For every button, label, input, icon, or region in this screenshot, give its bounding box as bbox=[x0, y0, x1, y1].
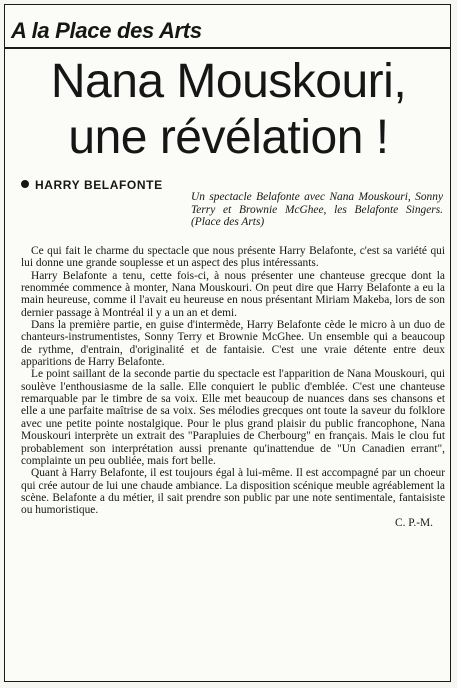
paragraph: Le point saillant de la seconde partie du spectacle est l'apparition de Nana Mouskouri, qui soulève l'enthousiasme de la salle. Elle conquiert le public d'emblée. C'est une chanteuse remarquable par le timbre de sa voix. Elle met beaucoup de nuances dans ses chansons et elle a une parfaite maîtrise de sa voix. Ses mélodies grecques ont toute la saveur du folklore avec une petite pointe nostalgique. Pour le plus grand plaisir du public francophone, Nana Mouskouri interprète un extrait des "Parapluies de Cherbourg" en français. Mais le clou fut probablement son interprétation aussi prenante qu'inattendue de "Un Canadien errant", complainte un peu oubliée, mais fort belle. bbox=[21, 368, 445, 467]
paragraph: Quant à Harry Belafonte, il est toujours égal à lui-même. Il est accompagné par un choeur qui crée autour de lui une chaude ambiance. La disposition scénique meuble agréablement la scène. Belafonte a du métier, il sait prendre son public par une note sentimentale, fantaisiste ou humoristique. bbox=[21, 467, 445, 517]
article-body bbox=[21, 245, 445, 529]
section-kicker: A la Place des Arts bbox=[11, 18, 202, 43]
headline-line-2: une révélation ! bbox=[68, 111, 389, 164]
headline-line-1: Nana Mouskouri, bbox=[50, 55, 407, 108]
byline bbox=[21, 178, 163, 192]
paragraph: Harry Belafonte a tenu, cette fois-ci, à nous présenter une chanteuse grecque dont la renommée commence à monter, Nana Mouskouri. On peut dire que Harry Belafonte a eu la main heureuse, comme il l'avait eu heureuse en nous présentant Miriam Makeba, lors de son dernier passage à Montréal il y a un an et demi. bbox=[21, 269, 445, 319]
bullet-icon bbox=[21, 180, 29, 188]
newspaper-clipping bbox=[4, 4, 451, 682]
paragraph: Ce qui fait le charme du spectacle que nous présente Harry Belafonte, c'est sa variété qui lui donne une grande souplesse et un aspect des plus intéressants. bbox=[21, 245, 445, 270]
byline-text: HARRY BELAFONTE bbox=[35, 178, 163, 192]
paragraph: Dans la première partie, en guise d'intermède, Harry Belafonte cède le micro à un duo de chanteurs-instrumentistes, Sonny Terry et Brownie McGhee. Un ensemble qui a beaucoup de rythme, d'entrain, d'originalité et de fantaisie. C'est une vraie détente entre deux apparitions de Harry Belafonte. bbox=[21, 319, 445, 369]
author-signature: C. P.-M. bbox=[395, 516, 433, 529]
divider-rule bbox=[5, 47, 451, 49]
headline bbox=[5, 54, 451, 166]
photo-caption: Un spectacle Belafonte avec Nana Mouskouri, Sonny Terry et Brownie McGhee, les Belafonte Singers. (Place des Arts) bbox=[191, 191, 443, 229]
